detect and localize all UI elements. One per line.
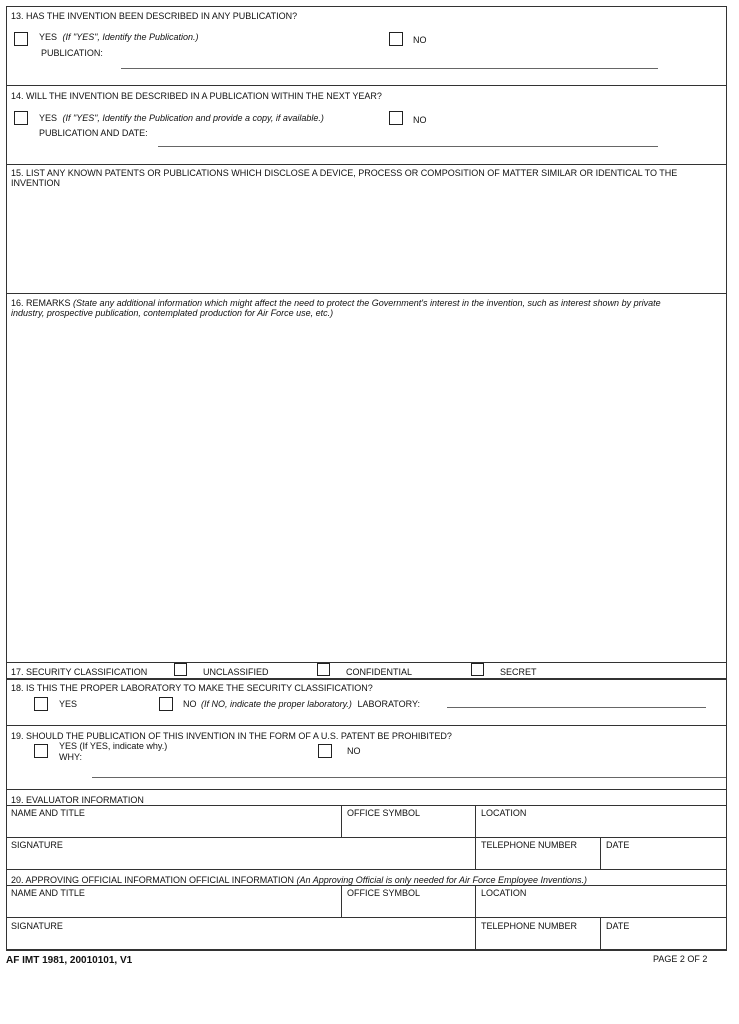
evaluator-signature-label: SIGNATURE [11, 840, 63, 850]
q13-yes [39, 33, 199, 42]
q17-confidential-label: CONFIDENTIAL [346, 667, 413, 677]
q19-yes-checkbox[interactable] [34, 744, 48, 758]
evaluator-telephone-label: TELEPHONE NUMBER [481, 840, 578, 850]
q13-publication-field[interactable] [121, 55, 658, 69]
q18-yes-label: YES [59, 699, 78, 709]
q18-laboratory-label: LABORATORY: [357, 699, 420, 709]
q18-no-note: (If NO, indicate the proper laboratory.) [201, 699, 352, 709]
q14-yes-note: (If "YES", Identify the Publication and provide a copy, if available.) [62, 113, 324, 123]
q14-yes [39, 114, 324, 123]
q13-yes-label: YES [39, 32, 58, 42]
q17-label: 17. SECURITY CLASSIFICATION [11, 667, 148, 677]
q13-no-checkbox[interactable] [389, 32, 403, 46]
divider [6, 789, 727, 790]
approving-header [11, 876, 587, 885]
divider [6, 678, 727, 680]
q13-label: 13. HAS THE INVENTION BEEN DESCRIBED IN ANY PUBLICATION? [11, 11, 298, 21]
approving-signature-field[interactable] [7, 918, 474, 948]
approving-telephone-label: TELEPHONE NUMBER [481, 921, 578, 931]
divider [6, 85, 727, 86]
q13-yes-checkbox[interactable] [14, 32, 28, 46]
form-id: AF IMT 1981, 20010101, V1 [6, 955, 133, 966]
approving-signature-label: SIGNATURE [11, 921, 63, 931]
approving-date-label: DATE [606, 921, 630, 931]
q18-laboratory-field[interactable] [447, 694, 706, 708]
q18-no-checkbox[interactable] [159, 697, 173, 711]
q14-no-label: NO [413, 115, 427, 125]
approving-label: 20. APPROVING OFFICIAL INFORMATION OFFICIAL INFORMATION [11, 875, 295, 885]
q14-label: 14. WILL THE INVENTION BE DESCRIBED IN A PUBLICATION WITHIN THE NEXT YEAR? [11, 91, 382, 101]
q14-no-checkbox[interactable] [389, 111, 403, 125]
q18-no-label: NO [183, 699, 197, 709]
q14-publication-date-label: PUBLICATION AND DATE: [39, 128, 148, 138]
q17-confidential-checkbox[interactable] [317, 663, 330, 676]
q14-publication-date-field[interactable] [158, 133, 658, 147]
evaluator-name-title-label: NAME AND TITLE [11, 808, 85, 818]
q17-unclassified-checkbox[interactable] [174, 663, 187, 676]
q18-no [183, 700, 420, 709]
q15-label: 15. LIST ANY KNOWN PATENTS OR PUBLICATIONS WHICH DISCLOSE A DEVICE, PROCESS OR COMPOSITION OF MATTER SIMILAR OR IDENTICAL TO THE INVENTION [11, 168, 678, 188]
q19-no-label: NO [347, 746, 361, 756]
q18-label: 18. IS THIS THE PROPER LABORATORY TO MAKE THE SECURITY CLASSIFICATION? [11, 683, 373, 693]
q16-remarks-textarea[interactable] [8, 324, 725, 660]
divider [6, 725, 727, 726]
evaluator-signature-field[interactable] [7, 838, 474, 868]
q19-yes-label: YES (If YES, indicate why.) [59, 741, 168, 751]
form-top-border [6, 6, 727, 7]
evaluator-location-label: LOCATION [481, 808, 527, 818]
q15-textarea[interactable] [8, 192, 725, 292]
evaluator-date-label: DATE [606, 840, 630, 850]
q13-yes-note: (If "YES", Identify the Publication.) [62, 32, 199, 42]
divider [6, 293, 727, 294]
page-number: PAGE 2 OF 2 [653, 954, 708, 964]
q17-secret-checkbox[interactable] [471, 663, 484, 676]
q17-secret-label: SECRET [500, 667, 537, 677]
approving-note: (An Approving Official is only needed for Air Force Employee Inventions.) [296, 875, 588, 885]
q18-yes-checkbox[interactable] [34, 697, 48, 711]
divider [6, 869, 727, 870]
approving-location-label: LOCATION [481, 888, 527, 898]
q14-yes-checkbox[interactable] [14, 111, 28, 125]
form-bottom-border [6, 949, 727, 951]
q19-why-label: WHY: [59, 752, 83, 762]
q19-no-checkbox[interactable] [318, 744, 332, 758]
q16-header [11, 299, 671, 319]
q16-label: 16. REMARKS [11, 298, 71, 308]
approving-office-symbol-label: OFFICE SYMBOL [347, 888, 421, 898]
approving-name-title-label: NAME AND TITLE [11, 888, 85, 898]
evaluator-label: 19. EVALUATOR INFORMATION [11, 795, 144, 805]
q19-label: 19. SHOULD THE PUBLICATION OF THIS INVENTION IN THE FORM OF A U.S. PATENT BE PROHIBITED? [11, 731, 452, 741]
divider [6, 662, 727, 663]
q17-unclassified-label: UNCLASSIFIED [203, 667, 269, 677]
q13-publication-label: PUBLICATION: [41, 48, 103, 58]
q16-note: (State any additional information which might affect the need to protect the Government's interest in the invention, such as interest shown by private industry, prospective publication, contemplated production for Air Force use, etc.) [11, 298, 661, 318]
q13-no-label: NO [413, 35, 427, 45]
q19-why-field[interactable] [92, 765, 726, 778]
q14-yes-label: YES [39, 113, 58, 123]
divider [6, 164, 727, 165]
form-right-border [726, 6, 727, 950]
evaluator-office-symbol-label: OFFICE SYMBOL [347, 808, 421, 818]
